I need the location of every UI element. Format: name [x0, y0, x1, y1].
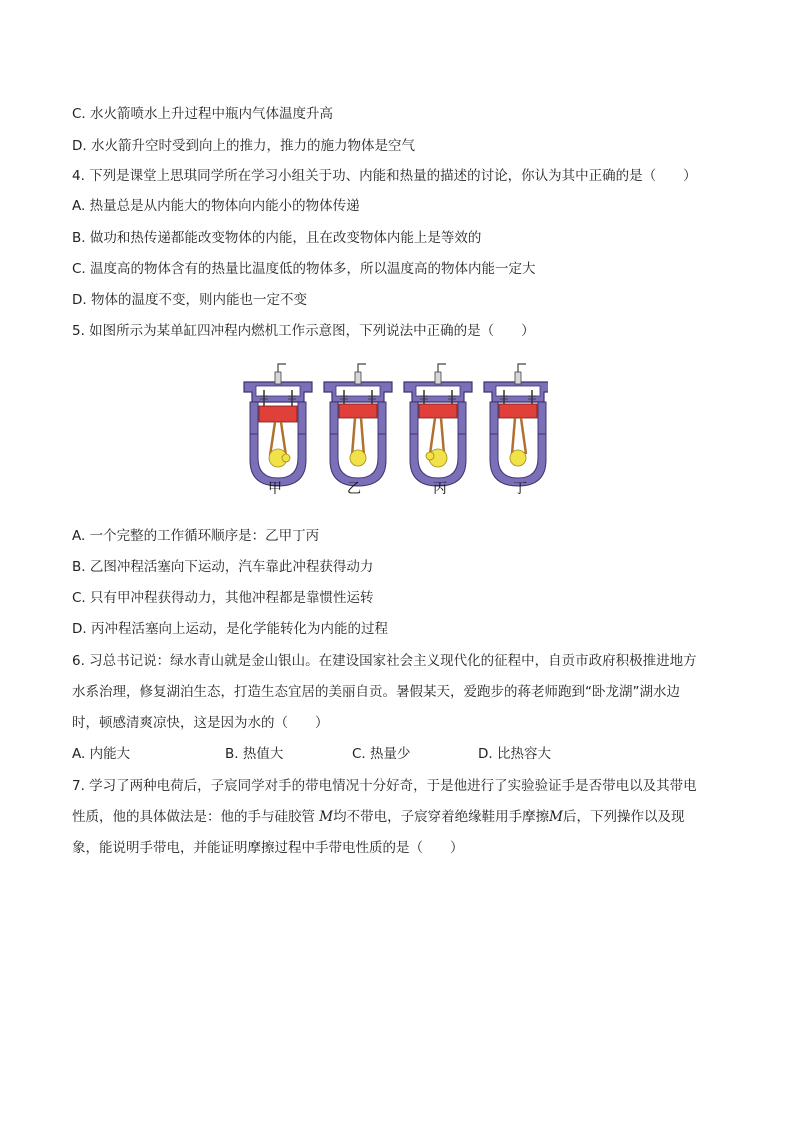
q6-option-c: C. 热量少 — [352, 746, 411, 762]
q5-option-c: C. 只有甲冲程获得动力，其他冲程都是靠惯性运转 — [72, 590, 374, 606]
q7-stem-line3: 象，能说明手带电，并能证明摩擦过程中手带电性质的是（ ） — [72, 840, 464, 856]
q3-option-d: D. 水火箭升空时受到向上的推力，推力的施力物体是空气 — [72, 138, 415, 154]
engine-figure — [238, 350, 548, 500]
engine-label-jia: 甲 — [268, 481, 282, 497]
q7-stem-line2 — [72, 807, 684, 827]
q6-option-a: A. 内能大 — [72, 746, 131, 762]
q5-stem: 5. 如图所示为某单缸四冲程内燃机工作示意图，下列说法中正确的是（ ） — [72, 323, 535, 339]
q6-stem-line3: 时，顿感清爽凉快，这是因为水的（ ） — [72, 715, 329, 731]
q3-option-c: C. 水火箭喷水上升过程中瓶内气体温度升高 — [72, 106, 334, 122]
q4-option-c: C. 温度高的物体含有的热量比温度低的物体多，所以温度高的物体内能一定大 — [72, 261, 536, 277]
q5-option-b: B. 乙图冲程活塞向下运动，汽车靠此冲程获得动力 — [72, 559, 374, 575]
q7-symbol-m1: M — [319, 809, 334, 825]
q7-line2-part2: 均不带电，子宸穿着绝缘鞋用手摩擦 — [333, 809, 550, 825]
q6-stem-line1: 6. 习总书记说：绿水青山就是金山银山。在建设国家社会主义现代化的征程中，自贡市政府积极推进地方 — [72, 653, 697, 669]
q7-line2-part1: 性质，他的具体做法是：他的手与硅胶管 — [72, 809, 320, 825]
q5-option-a: A. 一个完整的工作循环顺序是：乙甲丁丙 — [72, 528, 320, 544]
engine-label-bing: 丙 — [433, 481, 447, 497]
q6-stem-line2: 水系治理，修复湖泊生态，打造生态宜居的美丽自贡。暑假某天，爱跑步的蒋老师跑到“卧龙湖”湖水边 — [72, 684, 680, 700]
q4-option-a: A. 热量总是从内能大的物体向内能小的物体传递 — [72, 198, 360, 214]
q7-stem-line1: 7. 学习了两种电荷后，子宸同学对手的带电情况十分好奇，于是他进行了实验验证手是否带电以及其带电 — [72, 778, 697, 794]
q4-option-b: B. 做功和热传递都能改变物体的内能，且在改变物体内能上是等效的 — [72, 230, 482, 246]
q7-symbol-m2: M — [549, 809, 563, 825]
q5-option-d: D. 丙冲程活塞向上运动，是化学能转化为内能的过程 — [72, 621, 388, 637]
q6-option-d: D. 比热容大 — [478, 746, 551, 762]
q6-options — [72, 744, 732, 764]
q6-option-b: B. 热值大 — [225, 746, 284, 762]
q4-option-d: D. 物体的温度不变，则内能也一定不变 — [72, 292, 307, 308]
engine-label-yi: 乙 — [347, 481, 361, 497]
engine-label-ding: 丁 — [513, 481, 527, 497]
q7-line2-part3: 后，下列操作以及现 — [562, 809, 685, 825]
q4-stem: 4. 下列是课堂上思琪同学所在学习小组关于功、内能和热量的描述的讨论，你认为其中正确的是（ ） — [72, 168, 697, 184]
